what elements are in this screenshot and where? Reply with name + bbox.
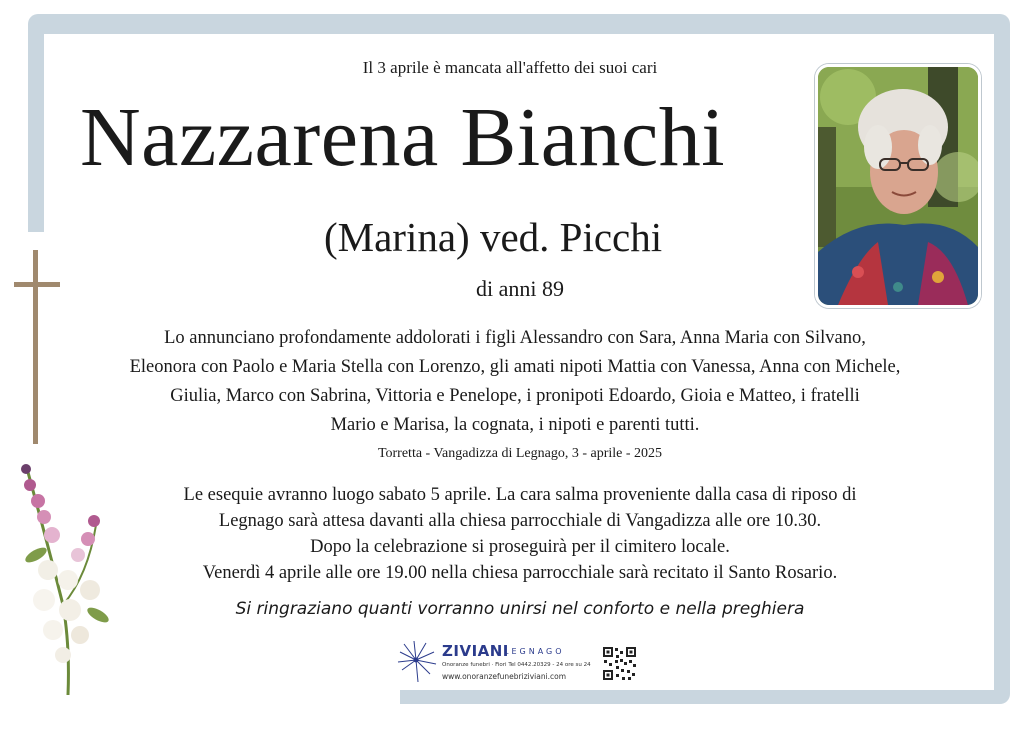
- qr-code[interactable]: [602, 646, 637, 681]
- logo-city: LEGNAGO: [504, 647, 565, 656]
- funeral-line: Venerdì 4 aprile alle ore 19.00 nella chiesa parrocchiale sarà recitato il Santo Rosario.: [202, 563, 838, 583]
- portrait-photo: [815, 64, 981, 308]
- nickname-line: (Marina) ved. Picchi: [324, 214, 663, 260]
- logo-website: www.onoranzefunebriziviani.com: [442, 672, 567, 681]
- intro-text: Il 3 aprile è mancata all'affetto dei suoi cari: [362, 58, 658, 77]
- funeral-block: [110, 482, 930, 586]
- place-date: Torretta - Vangadizza di Legnago, 3 - aprile - 2025: [377, 446, 663, 461]
- deceased-name: Nazzarena Bianchi: [80, 91, 726, 184]
- announcement-line: Mario e Marisa, la cognata, i nipoti e parenti tutti.: [330, 415, 700, 435]
- funeral-line: Dopo la celebrazione si proseguirà per il cimitero locale.: [310, 537, 730, 557]
- dandelion-icon: [396, 638, 440, 684]
- logo-services: Onoranze funebri · Fiori Tel 0442.20329 - 24 ore su 24: [442, 662, 591, 668]
- funeral-line: Legnago sarà attesa davanti alla chiesa parrocchiale di Vangadizza alle ore 10.30.: [218, 511, 822, 531]
- cross-icon: [10, 248, 64, 453]
- announcement-block: [80, 324, 950, 440]
- announcement-line: Lo annunciano profondamente addolorati i figli Alessandro con Sara, Anna Maria con Silvano,: [164, 328, 866, 348]
- thanks-text: Si ringraziano quanti vorranno unirsi nel conforto e nella preghiera: [235, 599, 805, 619]
- announcement-line: Giulia, Marco con Sabrina, Vittoria e Penelope, i pronipoti Edoardo, Gioia e Matteo, i fratelli: [170, 386, 860, 406]
- announcement-line: Eleonora con Paolo e Maria Stella con Lorenzo, gli amati nipoti Mattia con Vanessa, Anna con Michele,: [129, 357, 901, 377]
- flowers-decoration: [8, 455, 118, 705]
- funeral-line: Le esequie avranno luogo sabato 5 aprile. La cara salma proveniente dalla casa di riposo di: [183, 485, 857, 505]
- logo-brand: ZIVIANI: [442, 642, 509, 660]
- age-text: di anni 89: [476, 276, 564, 301]
